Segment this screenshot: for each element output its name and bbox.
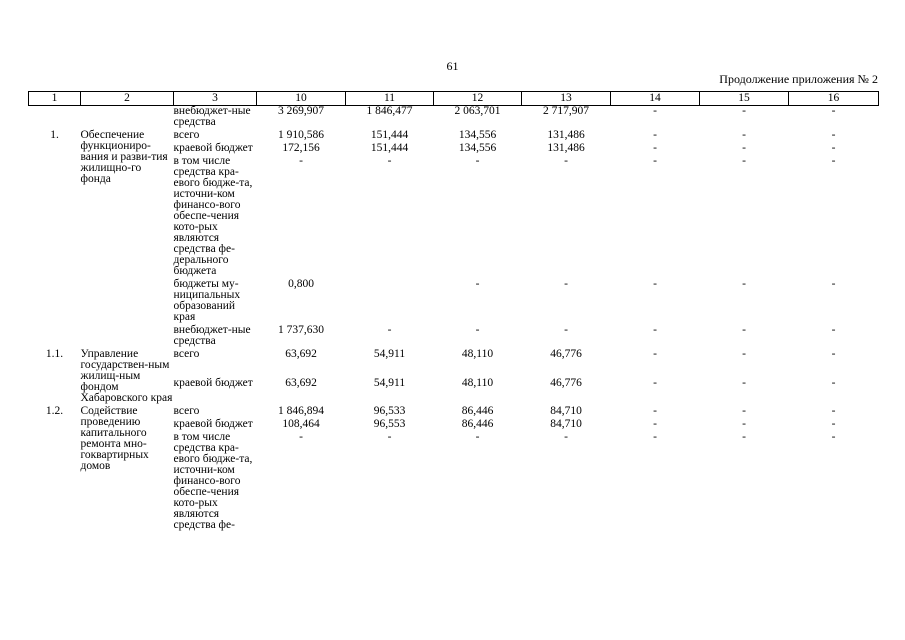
column-header: 2	[81, 92, 174, 106]
cell-col15: -	[742, 405, 746, 417]
cell-col15: -	[742, 348, 746, 360]
cell-col10: 1 910,586	[278, 129, 324, 141]
cell-col11: 54,911	[373, 348, 406, 360]
column-header: 15	[700, 92, 789, 106]
cell-col13: -	[564, 155, 568, 167]
cell-source: внебюджет-ные средства	[173, 324, 251, 347]
cell-col13: -	[564, 324, 568, 336]
cell-col16: -	[831, 129, 836, 141]
cell-col14: -	[653, 431, 657, 443]
cell-col10: -	[299, 431, 303, 443]
cell-col10: 172,156	[282, 142, 320, 154]
cell-col13: 2 717,907	[543, 105, 589, 117]
cell-col14: -	[653, 278, 657, 290]
cell-source: всего	[173, 405, 200, 417]
cell-number	[29, 106, 81, 131]
column-header: 1	[29, 92, 81, 106]
cell-col13: 131,486	[547, 129, 585, 141]
cell-col10: 63,692	[285, 376, 317, 389]
column-header: 16	[789, 92, 879, 106]
cell-col14: -	[653, 155, 657, 167]
table-header	[29, 92, 879, 106]
budget-table	[28, 91, 879, 533]
cell-col13: 131,486	[547, 142, 585, 154]
cell-col12: -	[475, 324, 480, 336]
cell-col10: 63,692	[285, 348, 317, 360]
cell-col16: -	[831, 376, 836, 389]
cell-col15: -	[742, 418, 746, 430]
cell-col13: 84,710	[550, 405, 582, 417]
cell-col12: 86,446	[461, 405, 494, 417]
cell-col14: -	[653, 418, 657, 430]
cell-number: 1.1.	[45, 348, 64, 360]
cell-col10: 1 737,630	[278, 324, 324, 336]
cell-col11: -	[387, 324, 392, 336]
cell-col16: -	[831, 142, 836, 154]
cell-col13: 46,776	[550, 376, 582, 389]
cell-col15: -	[742, 278, 746, 290]
cell-source: краевой бюджет	[173, 376, 253, 389]
cell-col16: -	[831, 418, 836, 430]
cell-col10: 108,464	[282, 418, 320, 430]
cell-source: в том числе средства кра-евого бюдже-та, источни-ком финансо-вого обеспе-чения кото-рых являются средства фе-	[173, 431, 253, 531]
cell-col12: -	[475, 278, 480, 290]
column-header: 11	[346, 92, 434, 106]
cell-col16: -	[831, 105, 836, 117]
cell-source: бюджеты му-ниципальных образований края	[173, 278, 241, 323]
cell-col10: 1 846,894	[278, 405, 324, 417]
cell-col15: -	[742, 105, 746, 117]
cell-col15: -	[742, 129, 746, 141]
cell-col14: -	[653, 348, 657, 360]
page-number: 61	[446, 59, 459, 73]
cell-col15: -	[742, 376, 746, 389]
column-header: 12	[434, 92, 522, 106]
cell-source: краевой бюджет	[173, 142, 253, 154]
cell-col11: 151,444	[370, 129, 409, 141]
cell-col12: 48,110	[461, 376, 494, 389]
cell-col15: -	[742, 142, 746, 154]
cell-col16: -	[831, 405, 836, 417]
cell-col10: 3 269,907	[278, 105, 324, 117]
column-header: 10	[257, 92, 346, 106]
cell-source: в том числе средства кра-евого бюдже-та, источни-ком финансо-вого обеспе-чения кото-рых являются средства фе-дерального бюджета	[173, 155, 253, 277]
cell-col12: 134,556	[458, 129, 497, 141]
cell-name: Содействие проведению капитального ремонта мно-гоквартирных домов	[80, 405, 149, 472]
cell-col11: -	[387, 431, 392, 443]
cell-col12: 134,556	[458, 142, 497, 154]
cell-col11: -	[387, 155, 392, 167]
cell-col14: -	[653, 405, 657, 417]
cell-number: 1.	[50, 129, 59, 141]
cell-col13: 46,776	[550, 348, 582, 360]
cell-col10: 0,800	[288, 278, 314, 290]
cell-col16: -	[831, 155, 836, 167]
appendix-note: Продолжение приложения № 2	[719, 72, 878, 86]
cell-col11	[346, 279, 434, 325]
cell-name	[81, 106, 174, 131]
cell-col16: -	[831, 348, 836, 360]
cell-col11: 54,911	[373, 376, 406, 389]
cell-col16: -	[831, 278, 836, 290]
cell-col15: -	[742, 324, 746, 336]
cell-col13: -	[564, 431, 568, 443]
cell-name: Управление государствен-ным жилищ-ным фондом Хабаровского края	[80, 348, 173, 404]
cell-col10: -	[299, 155, 303, 167]
cell-name: Обеспечение функциониро-вания и разви-тия жилищно-го фонда	[80, 129, 168, 185]
cell-col13: -	[564, 278, 568, 290]
table-row	[29, 130, 879, 143]
header-row	[29, 92, 879, 106]
cell-col11: 96,533	[373, 405, 406, 417]
cell-col12: -	[475, 431, 480, 443]
table-row	[29, 349, 879, 378]
cell-col16: -	[831, 431, 836, 443]
cell-source: всего	[173, 129, 200, 141]
cell-col14: -	[653, 105, 657, 117]
cell-col11: 151,444	[370, 142, 409, 154]
cell-col12: 48,110	[461, 348, 494, 360]
cell-number: 1.2.	[45, 405, 64, 417]
cell-col14: -	[653, 142, 657, 154]
column-header: 13	[522, 92, 611, 106]
cell-col15: -	[742, 155, 746, 167]
cell-col14: -	[653, 129, 657, 141]
cell-source: внебюджет-ные средства	[173, 105, 251, 128]
cell-col11: 96,553	[373, 418, 406, 430]
cell-col13: 84,710	[550, 418, 582, 430]
cell-col11: 1 846,477	[366, 105, 413, 117]
cell-col14: -	[653, 324, 657, 336]
cell-col14: -	[653, 376, 657, 389]
cell-col12: 2 063,701	[454, 105, 501, 117]
cell-col16: -	[831, 324, 836, 336]
table-row	[29, 106, 879, 131]
cell-col15: -	[742, 431, 746, 443]
column-header: 14	[611, 92, 700, 106]
cell-col12: 86,446	[461, 418, 494, 430]
table-body	[29, 106, 879, 534]
cell-col12: -	[475, 155, 480, 167]
column-header: 3	[174, 92, 257, 106]
table-row	[29, 406, 879, 419]
cell-source: всего	[173, 348, 200, 360]
cell-source: краевой бюджет	[173, 418, 253, 430]
